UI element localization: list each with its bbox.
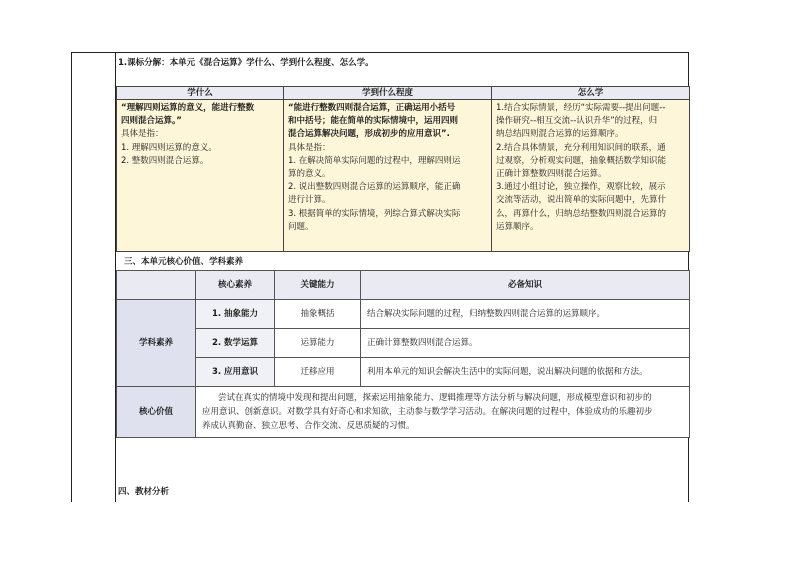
header-blank — [117, 271, 196, 300]
degree-line: 进行计算。 — [288, 195, 331, 206]
what-bold-line: 四则混合运算。” — [121, 116, 182, 127]
section4-title: 四、教材分析 — [118, 487, 170, 497]
outer-frame-left — [71, 52, 116, 502]
what-line: 具体是指： — [121, 129, 164, 140]
core-value-text — [196, 387, 690, 438]
degree-line: 算的意义。 — [288, 169, 331, 180]
section3-title: 三、本单元核心价值、学科素养 — [124, 257, 244, 267]
how-line: 操作研究--相互交流--认识升华”的过程，归 — [496, 116, 658, 127]
section1-title: 1.课标分解：本单元《混合运算》学什么、学到什么程度、怎么学。 — [118, 58, 374, 68]
curriculum-table-row — [117, 100, 690, 252]
literacy-name: 1. 抽象能力 — [196, 300, 275, 329]
degree-line: 问题。 — [288, 221, 314, 232]
table-row — [117, 358, 690, 387]
how-line: 过观察，分析观实问题，抽象概括数学知识能 — [496, 155, 667, 166]
knowledge-text: 利用本单元的知识会解决生活中的实际问题，说出解决问题的依据和方法。 — [361, 358, 690, 387]
header-how: 怎么学 — [492, 87, 690, 100]
degree-line: 1. 在解决简单实际问题的过程中，理解四则运 — [288, 155, 461, 166]
header-degree: 学到什么程度 — [284, 87, 492, 100]
cell-how — [492, 100, 690, 252]
ability-name: 抽象概括 — [275, 300, 361, 329]
knowledge-text: 正确计算整数四则混合运算。 — [361, 329, 690, 358]
how-line: 交流等活动，说出简单的实际问题中，先算什 — [496, 195, 667, 206]
knowledge-text: 结合解决实际问题的过程，归纳整数四则混合运算的运算顺序。 — [361, 300, 690, 329]
curriculum-table — [116, 86, 690, 252]
how-line: 1.结合实际情景，经历“实际需要--提出问题-- — [496, 103, 666, 113]
degree-bold-line: “能进行整数四则混合运算，正确运用小括号 — [288, 103, 456, 113]
group-label: 学科素养 — [117, 300, 196, 387]
literacy-name: 2. 数学运算 — [196, 329, 275, 358]
how-line: 纳总结四则混合运算的运算顺序。 — [496, 129, 624, 140]
what-bold-line: “理解四则运算的意义，能进行整数 — [121, 103, 255, 113]
header-knowledge: 必备知识 — [361, 271, 690, 300]
cell-degree — [284, 100, 492, 252]
literacy-table-header — [117, 271, 690, 300]
header-literacy: 核心素养 — [196, 271, 275, 300]
degree-bold-line: 和中括号；能在简单的实际情境中，运用四则 — [288, 116, 459, 127]
degree-line: 2. 说出整数四则混合运算的运算顺序，能正确 — [288, 182, 461, 193]
literacy-table — [116, 270, 690, 438]
degree-bold-line: 混合运算解决问题，形成初步的应用意识”. — [288, 129, 450, 140]
how-line: 3.通过小组讨论，独立操作，观察比较，展示 — [496, 182, 666, 193]
what-line: 2. 整数四则混合运算。 — [121, 155, 209, 166]
core-value-label: 核心价值 — [117, 387, 196, 438]
curriculum-table-header — [117, 87, 690, 100]
core-value-line: 应用意识、创新意识。对数学具有好奇心和求知欲，主动参与数学学习活动。在解决问题的过程中，体验成功的乐趣初步 — [202, 407, 653, 417]
how-line: 正确计算整数四则混合运算。 — [496, 169, 607, 180]
degree-line: 3. 根据简单的实际情境，列综合算式解决实际 — [288, 208, 461, 219]
table-row — [117, 329, 690, 358]
how-line: 么，再算什么，归纳总结整数四则混合运算的 — [496, 208, 667, 219]
degree-line: 具体是指： — [288, 142, 331, 153]
how-line: 2.结合具体情景，充分利用知识间的联系，通 — [496, 142, 666, 153]
header-what: 学什么 — [117, 87, 284, 100]
ability-name: 运算能力 — [275, 329, 361, 358]
ability-name: 迁移应用 — [275, 358, 361, 387]
header-ability: 关键能力 — [275, 271, 361, 300]
how-line: 运算顺序。 — [496, 221, 539, 232]
core-value-line: 养成认真勤奋、独立思考、合作交流、反思质疑的习惯。 — [202, 421, 415, 431]
core-value-row — [117, 387, 690, 438]
what-line: 1. 理解四则运算的意义。 — [121, 142, 217, 153]
core-value-line: 尝试在真实的情境中发现和提出问题，探索运用抽象能力、逻辑推理等方法分析与解决问题，形成模型意识和初步的 — [218, 393, 652, 403]
literacy-name: 3. 应用意识 — [196, 358, 275, 387]
cell-what — [117, 100, 284, 252]
table-row — [117, 300, 690, 329]
